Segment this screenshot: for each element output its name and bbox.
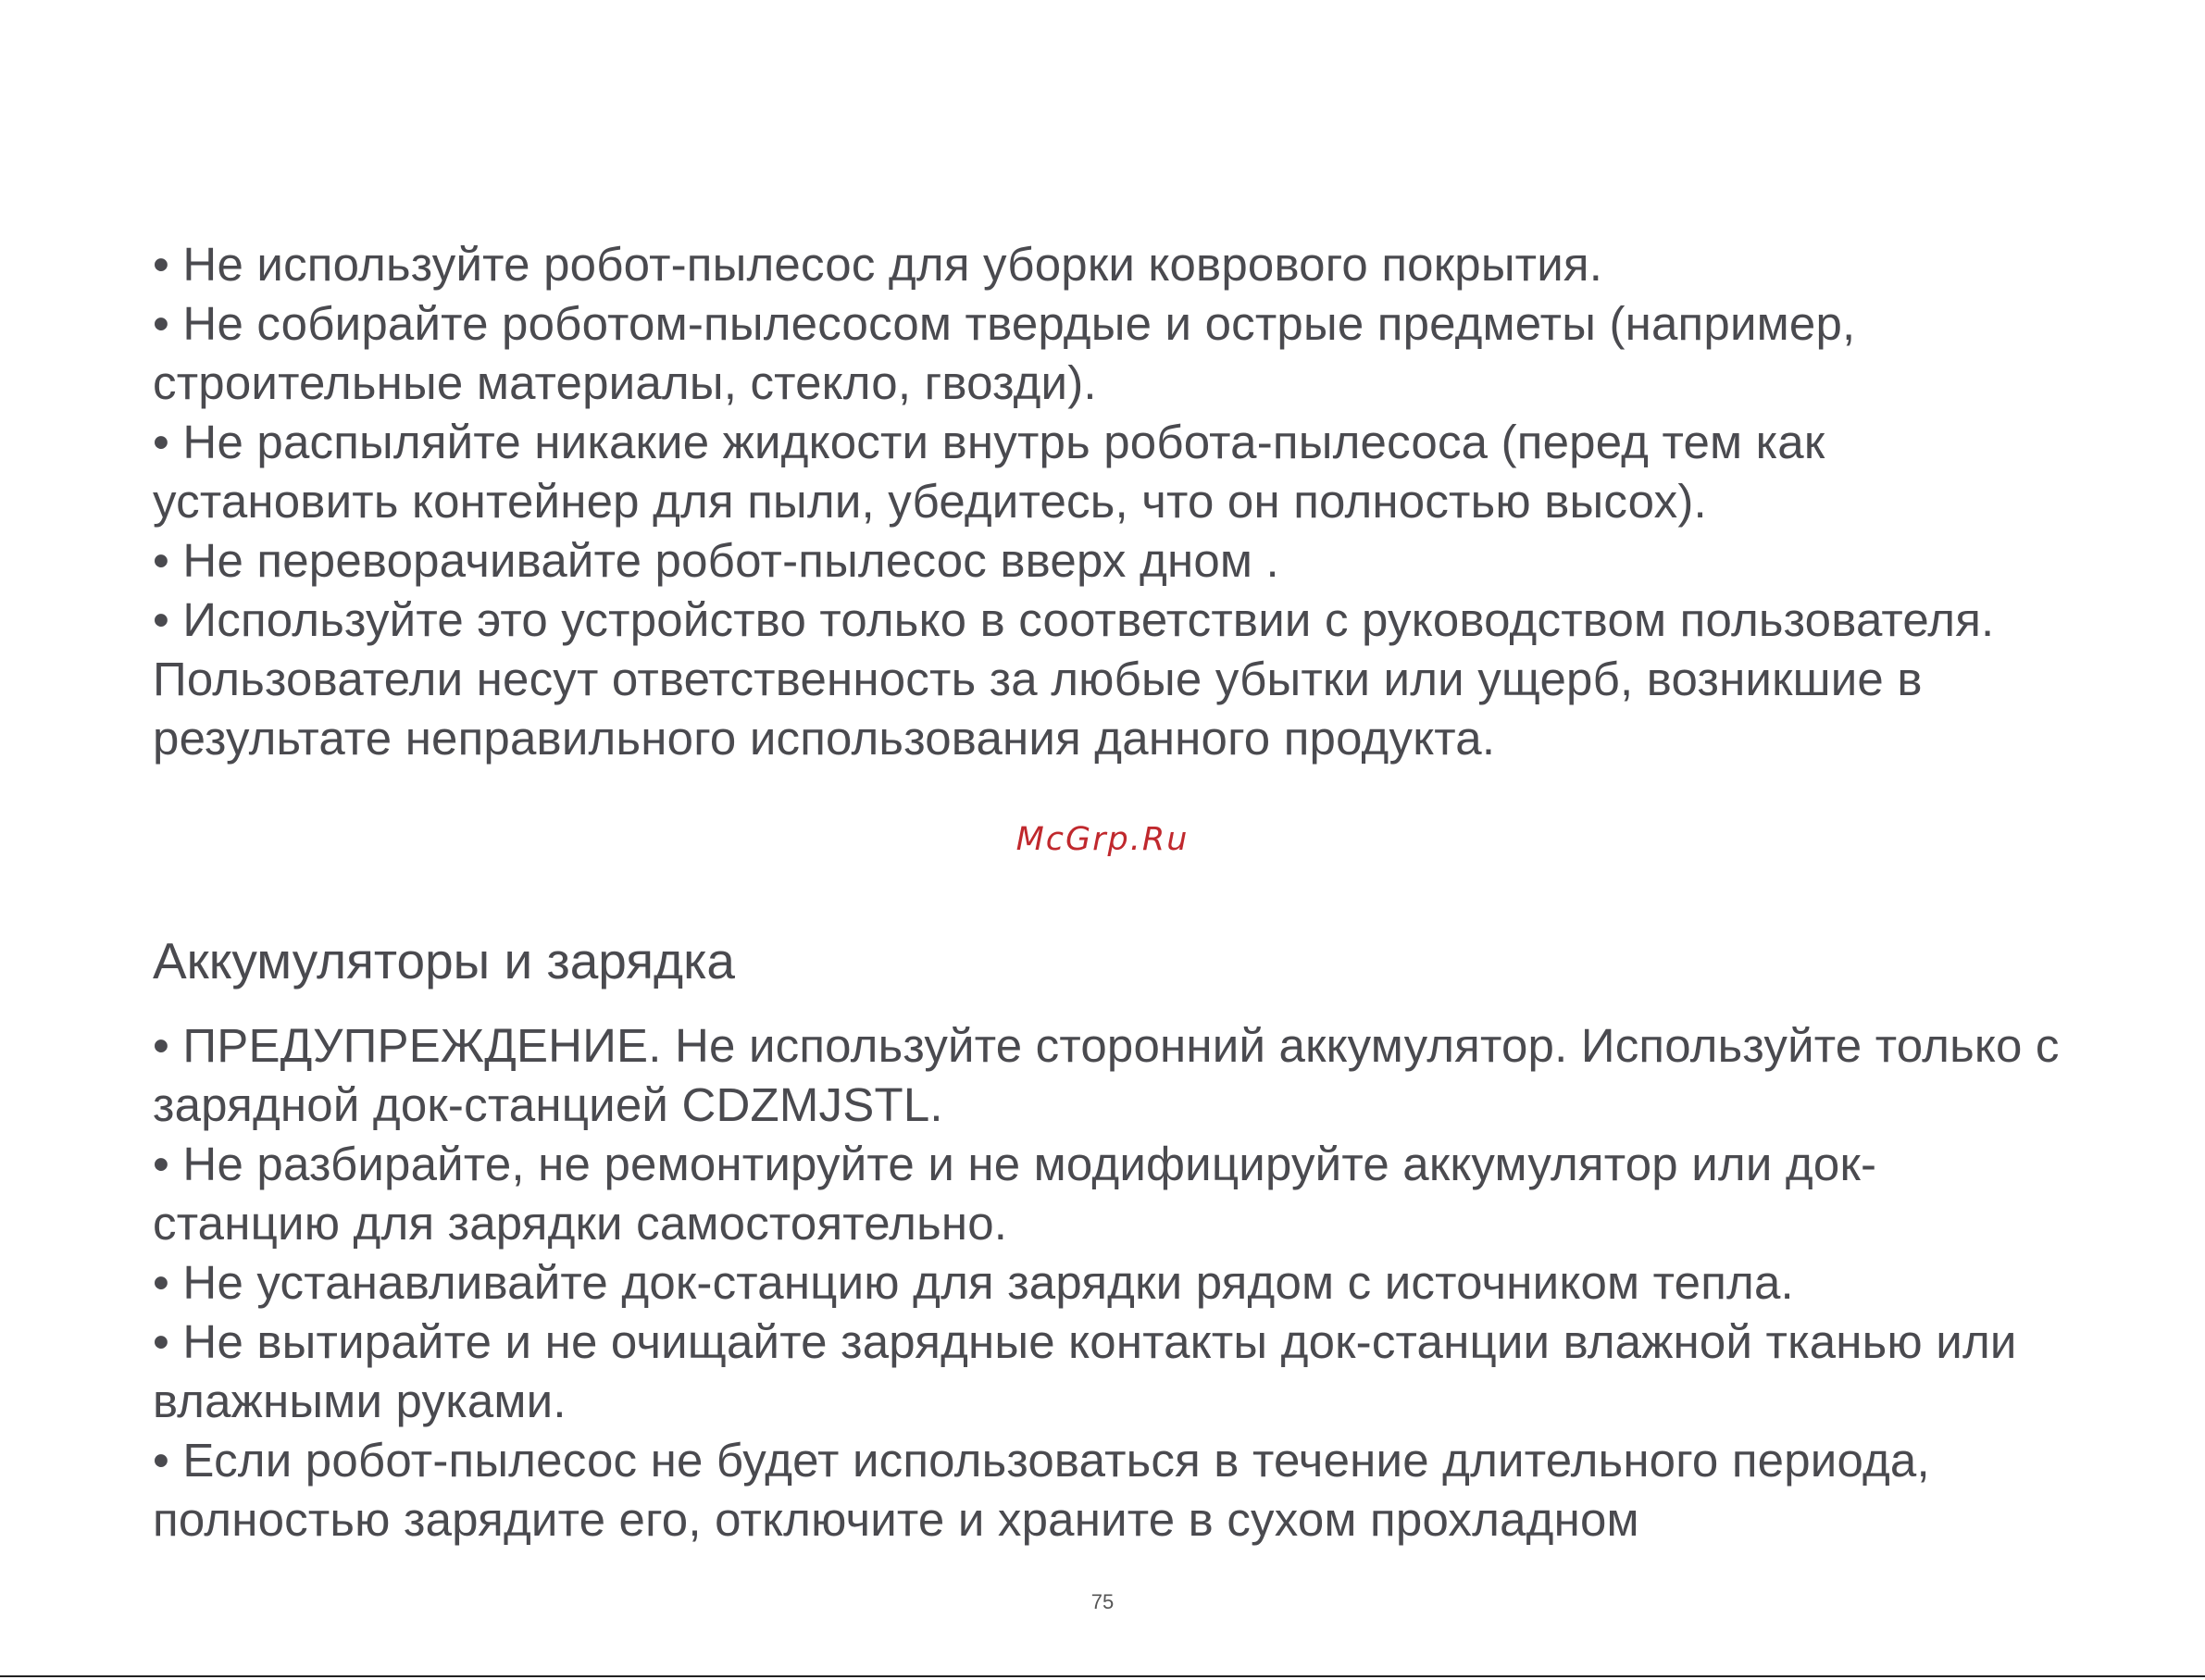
battery-instructions-block <box>153 1016 2060 1549</box>
instruction-paragraph: • Если робот-пылесос не будет использоваться в течение длительного периода, полностью зарядите его, отключите и храните в сухом прохладном <box>153 1434 1930 1546</box>
instruction-paragraph: • Не устанавливайте док-станцию для зарядки рядом с источником тепла. <box>153 1256 1794 1309</box>
instruction-paragraph: • Используйте это устройство только в соответствии с руководством пользователя. Пользователи несут ответственность за любые убытки или ущерб, возникшие в результате неправильного использования данного продукта. <box>153 593 1995 765</box>
instruction-paragraph: • ПРЕДУПРЕЖДЕНИЕ. Не используйте сторонний аккумулятор. Используйте только с зарядной док-станцией CDZMJSTL. <box>153 1019 2060 1131</box>
page-number: 75 <box>1090 1590 1115 1613</box>
instruction-paragraph: • Не переворачивайте робот-пылесос вверх дном . <box>153 534 1279 587</box>
bottom-divider <box>0 1675 2205 1677</box>
instruction-paragraph: • Не распыляйте никакие жидкости внутрь робота-пылесоса (перед тем как установить контейнер для пыли, убедитесь, что он полностью высох). <box>153 416 1825 528</box>
safety-instructions-block <box>153 235 2060 768</box>
instruction-paragraph: • Не разбирайте, не ремонтируйте и не модифицируйте аккумулятор или док-станцию для зарядки самостоятельно. <box>153 1138 1877 1250</box>
instruction-paragraph: • Не собирайте роботом-пылесосом твердые и острые предметы (например, строительные материалы, стекло, гвозди). <box>153 297 1856 409</box>
instruction-paragraph: • Не используйте робот-пылесос для уборки коврового покрытия. <box>153 238 1603 291</box>
section-heading: Аккумуляторы и зарядка <box>153 932 735 989</box>
watermark-link[interactable]: McGrp.Ru <box>1015 821 1190 858</box>
watermark <box>0 819 2205 860</box>
instruction-paragraph: • Не вытирайте и не очищайте зарядные контакты док-станции влажной тканью или влажными руками. <box>153 1315 2017 1427</box>
